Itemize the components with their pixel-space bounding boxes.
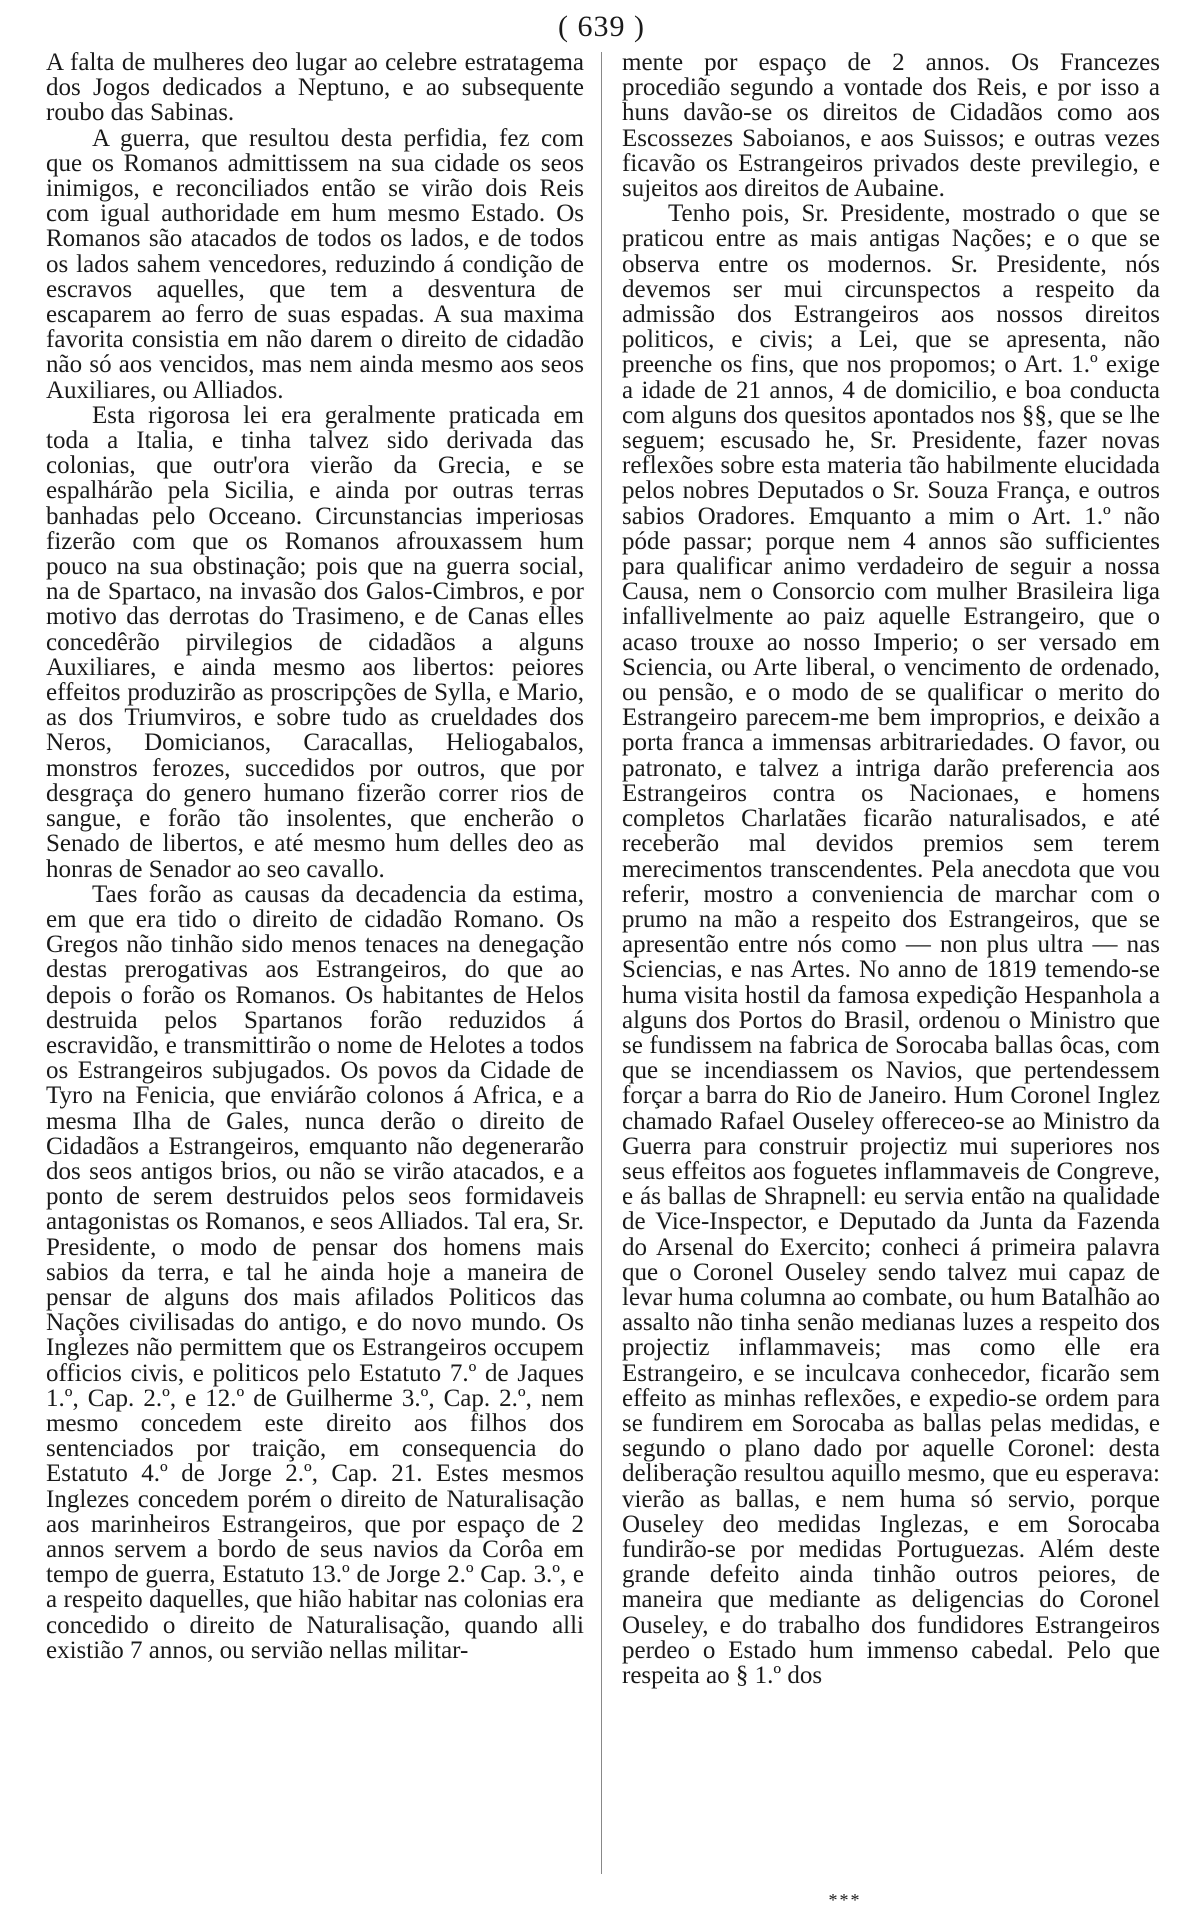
- paragraph: Esta rigorosa lei era geralmente praticada em toda a Italia, e tinha talvez sido derivada das colonias, que outr'ora vierão da Grecia, e se espalhárão pela Sicilia, e ainda por outras terras banhadas pelo Occeano. Circunstancias imperiosas fizerão com que os Romanos afrouxassem hum pouco na sua obstinação; pois que na guerra social, na de Spartaco, na invasão dos Galos-Cimbros, e por motivo das derrotas do Trasimeno, e de Canas elles concedêrão pirvilegios de cidadãos a alguns Auxiliares, e ainda mesmo aos libertos: peiores effeitos produzirão as proscripções de Sylla, e Mario, as dos Triumviros, e sobre tudo as crueldades dos Neros, Domicianos, Caracallas, Heliogabalos, monstros ferozes, succedidos por outros, que por desgraça do genero humano fizerão correr rios de sangue, e forão tão insolentes, que encherão o Senado de libertos, e até mesmo hum delles deo as honras de Senador ao seo cavallo.: [46, 401, 584, 883]
- paragraph: Tenho pois, Sr. Presidente, mostrado o que se praticou entre as mais antigas Nações; e o que se observa entre os modernos. Sr. Presidente, nós devemos ser mui circunspectos a respeito da admissão dos Estrangeiros aos nossos direitos politicos, e civis; a Lei, que se apresenta, não preenche os fins, que nos propomos; o Art. 1.º exige a idade de 21 annos, 4 de domicilio, e boa conducta com alguns dos quesitos apontados nos §§, que se lhe seguem; escusado he, Sr. Presidente, fazer novas reflexões sobre esta materia tão habilmente elucidada pelos nobres Deputados o Sr. Souza França, e outros sabios Oradores. Emquanto a mim o Art. 1.º não póde passar; porque nem 4 annos são sufficientes para qualificar animo verdadeiro de seguir a nossa Causa, nem o Consorcio com mulher Brasileira liga infallivelmente ao paiz aquelle Estrangeiro, que o acaso trouxe ao nosso Imperio; o ser versado em Sciencia, ou Arte liberal, o vencimento de ordenado, ou pensão, e o modo de se qualificar o merito do Estrangeiro parecem-me bem improprios, e deixão a porta franca a immensas arbitrariedades. O favor, ou patronato, e talvez a intriga darão preferencia aos Estrangeiros contra os Nacionaes, e homens completos Charlatães ficarão naturalisados, e até receberão mal devidos premios sem terem merecimentos transcendentes. Pela anecdota que vou referir, mostro a conveniencia de marchar com o prumo na mão a respeito dos Estrangeiros, que se apresentão entre nós como — non plus ultra — nas Sciencias, e nas Artes. No anno de 1819 temendo-se huma visita hostil da famosa expedição Hespanhola a alguns dos Portos do Brasil, ordenou o Ministro que se fundissem na fabrica de Sorocaba ballas ôcas, com que se incendiassem os Navios, que pertendessem forçar a barra do Rio de Janeiro. Hum Coronel Inglez chamado Rafael Ouseley offereceo-se ao Ministro da Guerra para construir projectiz mui superiores nos seus effeitos aos foguetes inflammaveis de Congreve, e ás ballas de Shrapnell: eu servia então na qualidade de Vice-Inspector, e Deputado da Junta da Fazenda do Arsenal do Exercito; conheci á primeira palavra que o Coronel Ouseley sendo talvez mui capaz de levar huma columna ao combate, ou hum Batalhão ao assalto não tinha senão medianas luzes a respeito dos projectiz inflammaveis; mas como elle era Estrangeiro, e se inculcava conhecedor, ficarão sem effeito as minhas reflexões, e expedio-se ordem para se fundirem em Sorocaba as ballas pelas medidas, e segundo o plano dado por aquelle Coronel: desta deliberação resultou aquillo mesmo, que eu esperava: vierão as ballas, e nem huma só servio, porque Ouseley deo medidas Inglezas, e em Sorocaba fundirão-se por medidas Portuguezas. Além deste grande defeito ainda tinhão outros peiores, de maneira que mediante as deligencias do Coronel Ouseley, e do trabalho dos fundidores Estrangeiros perdeo o Estado hum immenso cabedal. Pelo que respeita ao § 1.º dos: [622, 200, 1160, 1689]
- column-divider: [601, 52, 602, 1874]
- paragraph: A guerra, que resultou desta perfidia, fez com que os Romanos admittissem na sua cidade os seos inimigos, e reconciliados então se virão dois Reis com igual authoridade em hum mesmo Estado. Os Romanos são atacados de todos os lados, e de todos os lados sahem vencedores, reduzindo á condição de escravos aquelles, que tem a desventura de escaparem ao ferro de suas espadas. A sua maxima favorita consistia em não darem o direito de cidadão não só aos vencidos, mas nem ainda mesmo aos seos Auxiliares, ou Alliados.: [46, 124, 584, 404]
- paragraph: A falta de mulheres deo lugar ao celebre estratagema dos Jogos dedicados a Neptuno, e ao subsequente roubo das Sabinas.: [46, 50, 584, 127]
- left-column: [46, 50, 584, 1875]
- paragraph: mente por espaço de 2 annos. Os Francezes procedião segundo a vontade dos Reis, e por isso a huns davão-se os direitos de Cidadãos como aos Escossezes Saboianos, e aos Suissos; e outras vezes ficavão os Estrangeiros privados deste previlegio, e sujeitos aos direitos de Aubaine.: [622, 50, 1160, 203]
- page-number: ( 639 ): [558, 10, 645, 43]
- right-column: [622, 50, 1160, 1875]
- footer-mark: ***: [828, 1890, 862, 1910]
- paragraph: Taes forão as causas da decadencia da estima, em que era tido o direito de cidadão Romano. Os Gregos não tinhão sido menos tenaces na denegação destas prerogativas aos Estrangeiros, do que ao depois o forão os Romanos. Os habitantes de Helos destruida pelos Spartanos forão reduzidos á escravidão, e transmittirão o nome de Helotes a todos os Estrangeiros subjugados. Os povos da Cidade de Tyro na Fenicia, que enviárão colonos á Africa, e a mesma Ilha de Gales, nunca derão o direito de Cidadãos a Estrangeiros, emquanto não degenerarão dos seos antigos brios, ou não se virão atacados, e a ponto de serem destruidos pelos seos formidaveis antagonistas os Romanos, e seos Alliados. Tal era, Sr. Presidente, o modo de pensar dos homens mais sabios da terra, e tal he ainda hoje a maneira de pensar de alguns dos mais afilados Politicos das Nações civilisadas do antigo, e do novo mundo. Os Inglezes não permittem que os Estrangeiros occupem officios civis, e politicos pelo Estatuto 7.º de Jaques 1.º, Cap. 2.º, e 12.º de Guilherme 3.º, Cap. 2.º, nem mesmo concedem este direito aos filhos dos sentenciados por traição, em consequencia do Estatuto 4.º de Jorge 2.º, Cap. 21. Estes mesmos Inglezes concedem porém o direito de Naturalisação aos marinheiros Estrangeiros, que por espaço de 2 annos servem a bordo de seus navios da Corôa em tempo de guerra, Estatuto 13.º de Jorge 2.º Cap. 3.º, e a respeito daquelles, que hião habitar nas colonias era concedido o direito de Naturalisação, quando alli existião 7 annos, ou servião nellas militar-: [46, 880, 584, 1664]
